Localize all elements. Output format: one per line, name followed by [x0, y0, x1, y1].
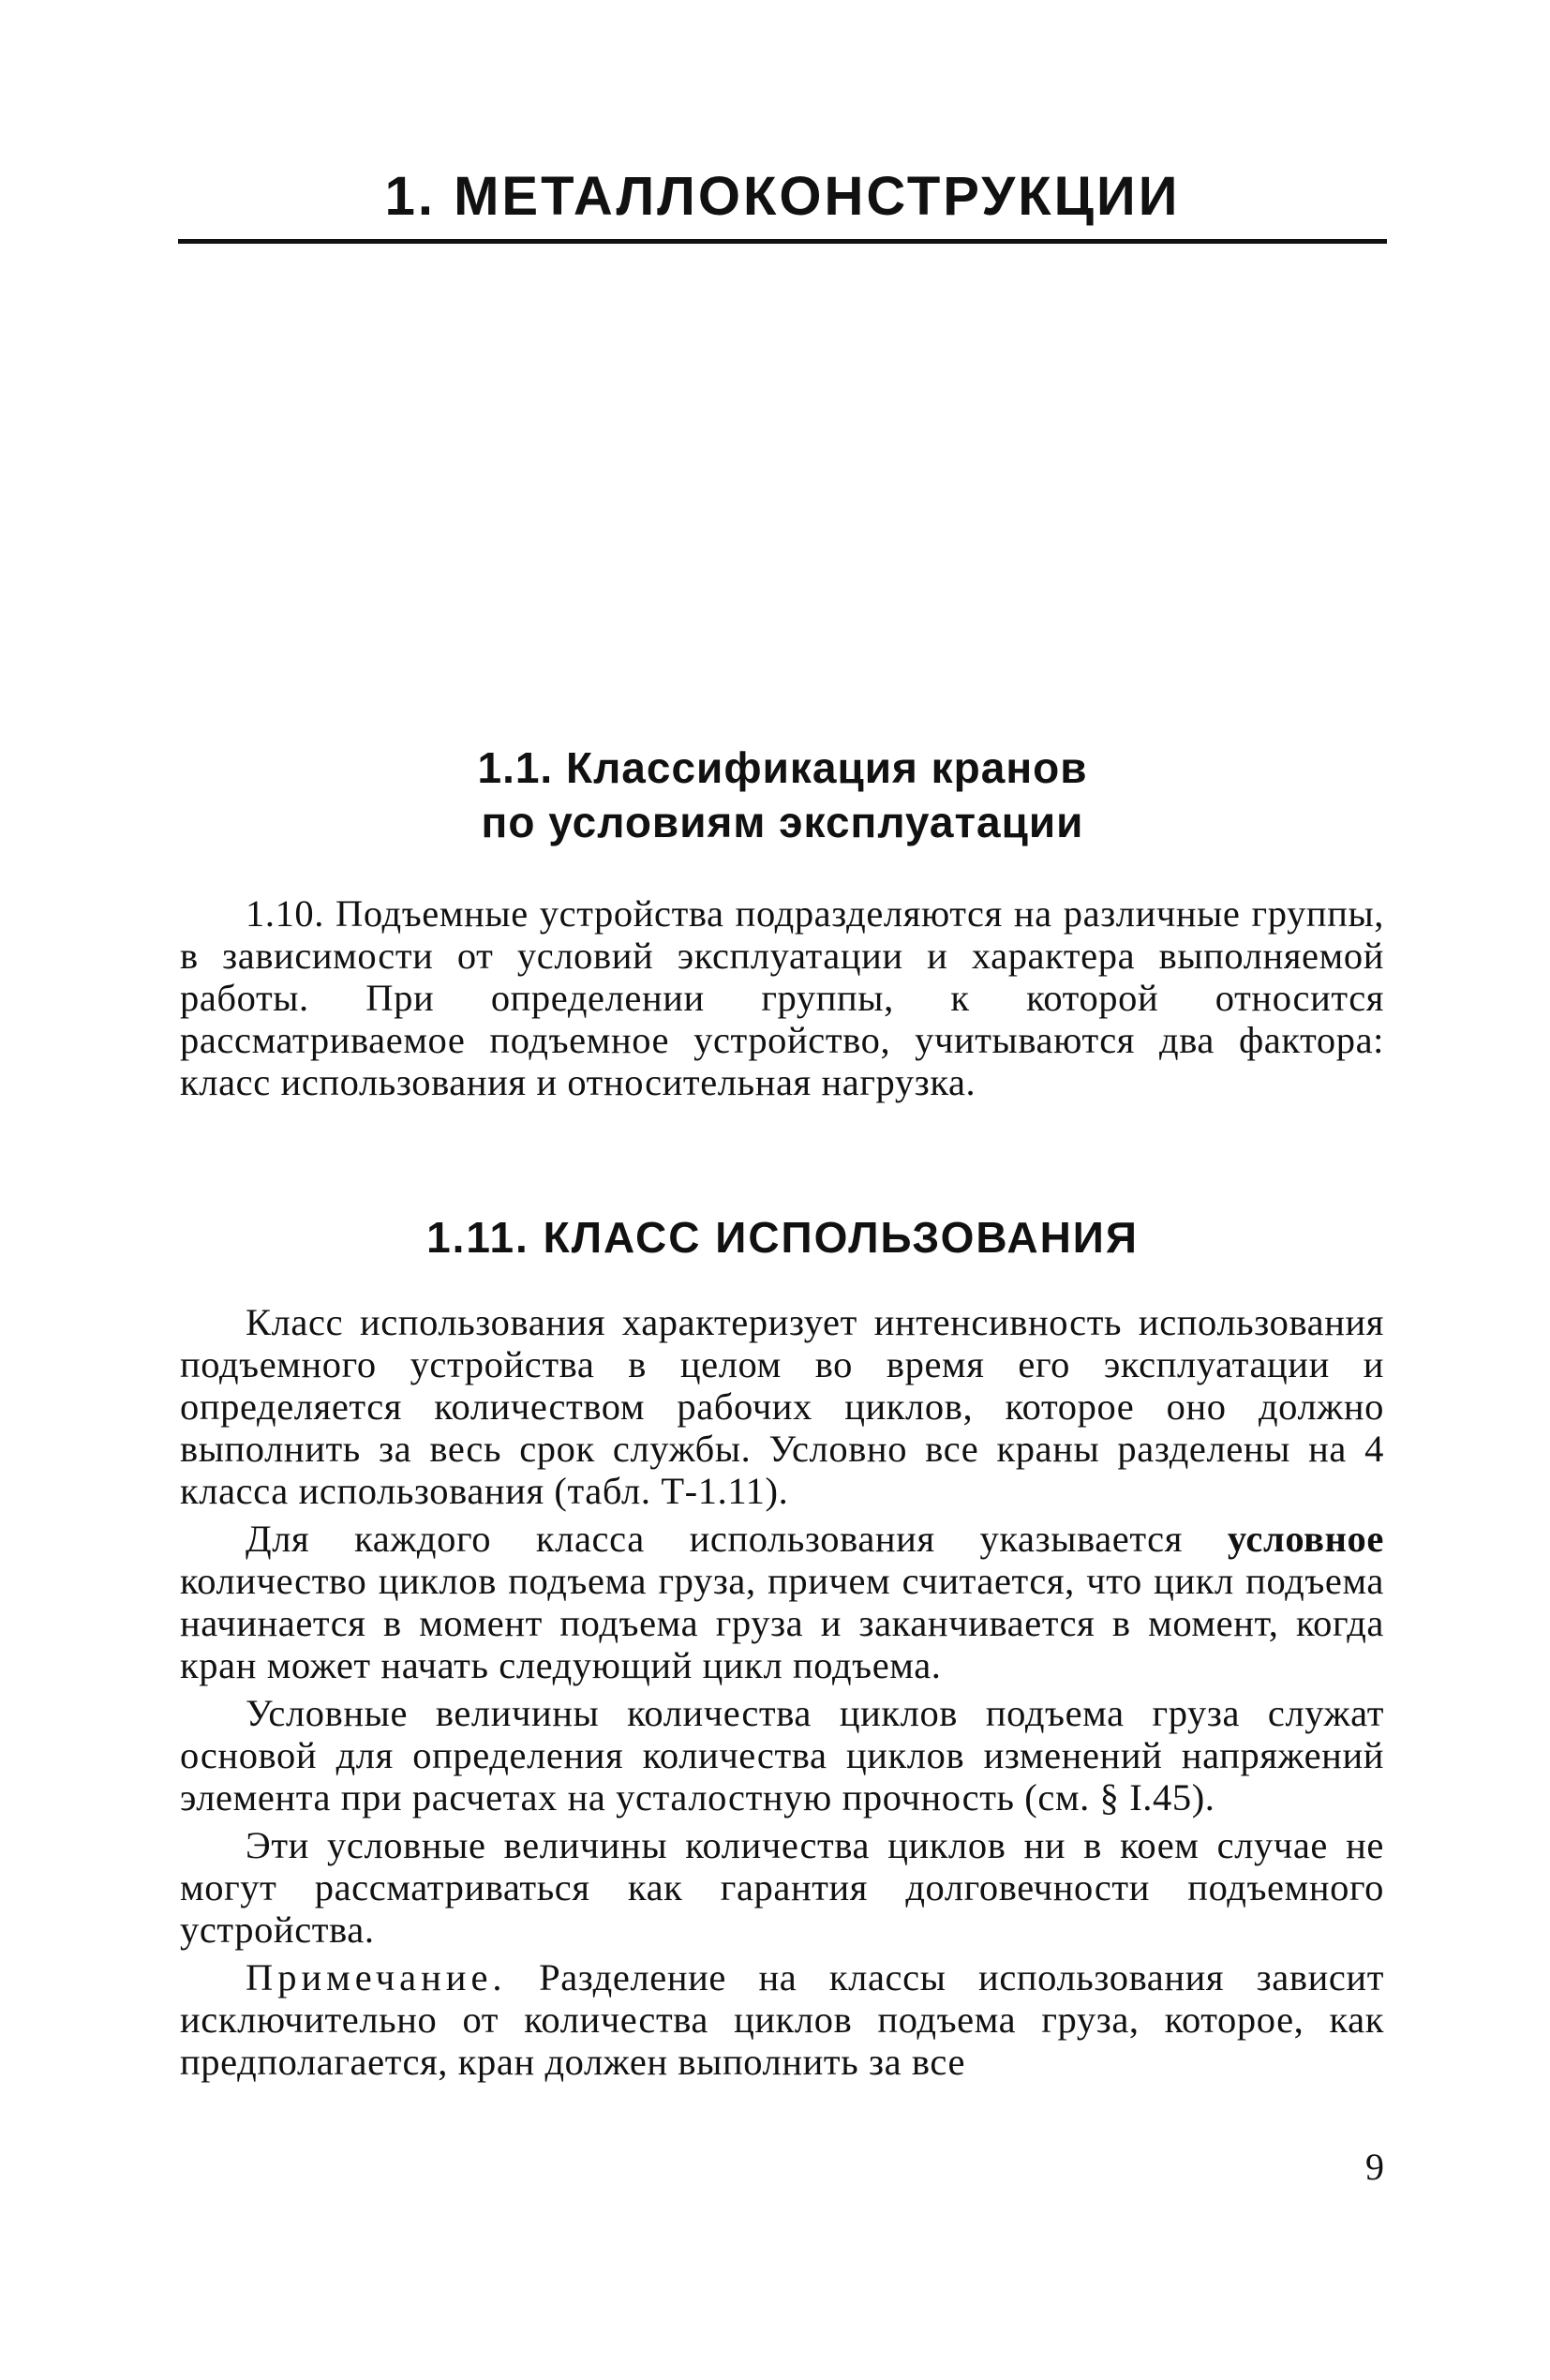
- note-label: Примечание.: [246, 1956, 507, 1998]
- paragraph-usage-class: Класс использования характеризует интенсивность использования подъемного устройства в целом во время его эксплуатации и определяется количеством рабочих циклов, которое оно должно выполнить за весь срок службы. Условно все краны разделены на 4 класса использования (табл. Т-1.11).: [180, 1301, 1384, 1512]
- paragraph-conditional-cycles-start: Для каждого класса использования указывается: [246, 1518, 1228, 1560]
- emphasis-conditional: условное: [1227, 1518, 1384, 1560]
- note-text: Разделение на классы использования зависит исключительно от количества циклов подъема груза, которое, как предполагается, кран должен выполнить за все: [180, 1956, 1384, 2083]
- section-1-11-body: [180, 1301, 1384, 2083]
- paragraph-note: [180, 1956, 1384, 2083]
- section-1-11-title: 1.11. КЛАСС ИСПОЛЬЗОВАНИЯ: [426, 1213, 1139, 1262]
- page-number: 9: [1365, 2146, 1384, 2188]
- section-1-1-title-line2: по условиям эксплуатации: [481, 798, 1084, 846]
- section-1-1-title-line1: 1.1. Классификация кранов: [477, 743, 1088, 792]
- section-1-1-title: [178, 741, 1387, 849]
- chapter-title: 1. МЕТАЛЛОКОНСТРУКЦИИ: [384, 166, 1181, 227]
- paragraph-1-10: 1.10. Подъемные устройства подразделяются на различные группы, в зависимости от условий эксплуатации и характера выполняемой работы. При определении группы, к которой относится рассматриваемое подъемное устройство, учитываются два фактора: класс использования и относительная нагрузка.: [180, 892, 1384, 1103]
- section-1-1-body: [180, 892, 1384, 1103]
- paragraph-conditional-cycles: [180, 1518, 1384, 1686]
- chapter-title-rule: [178, 239, 1387, 244]
- paragraph-conditional-cycles-end: количество циклов подъема груза, причем считается, что цикл подъема начинается в момент подъема груза и заканчивается в момент, когда кран может начать следующий цикл подъема.: [180, 1560, 1384, 1686]
- paragraph-durability: Эти условные величины количества циклов ни в коем случае не могут рассматриваться как гарантия долговечности подъемного устройства.: [180, 1824, 1384, 1951]
- paragraph-fatigue: Условные величины количества циклов подъема груза служат основой для определения количества циклов изменений напряжений элемента при расчетах на усталостную прочность (см. § I.45).: [180, 1692, 1384, 1819]
